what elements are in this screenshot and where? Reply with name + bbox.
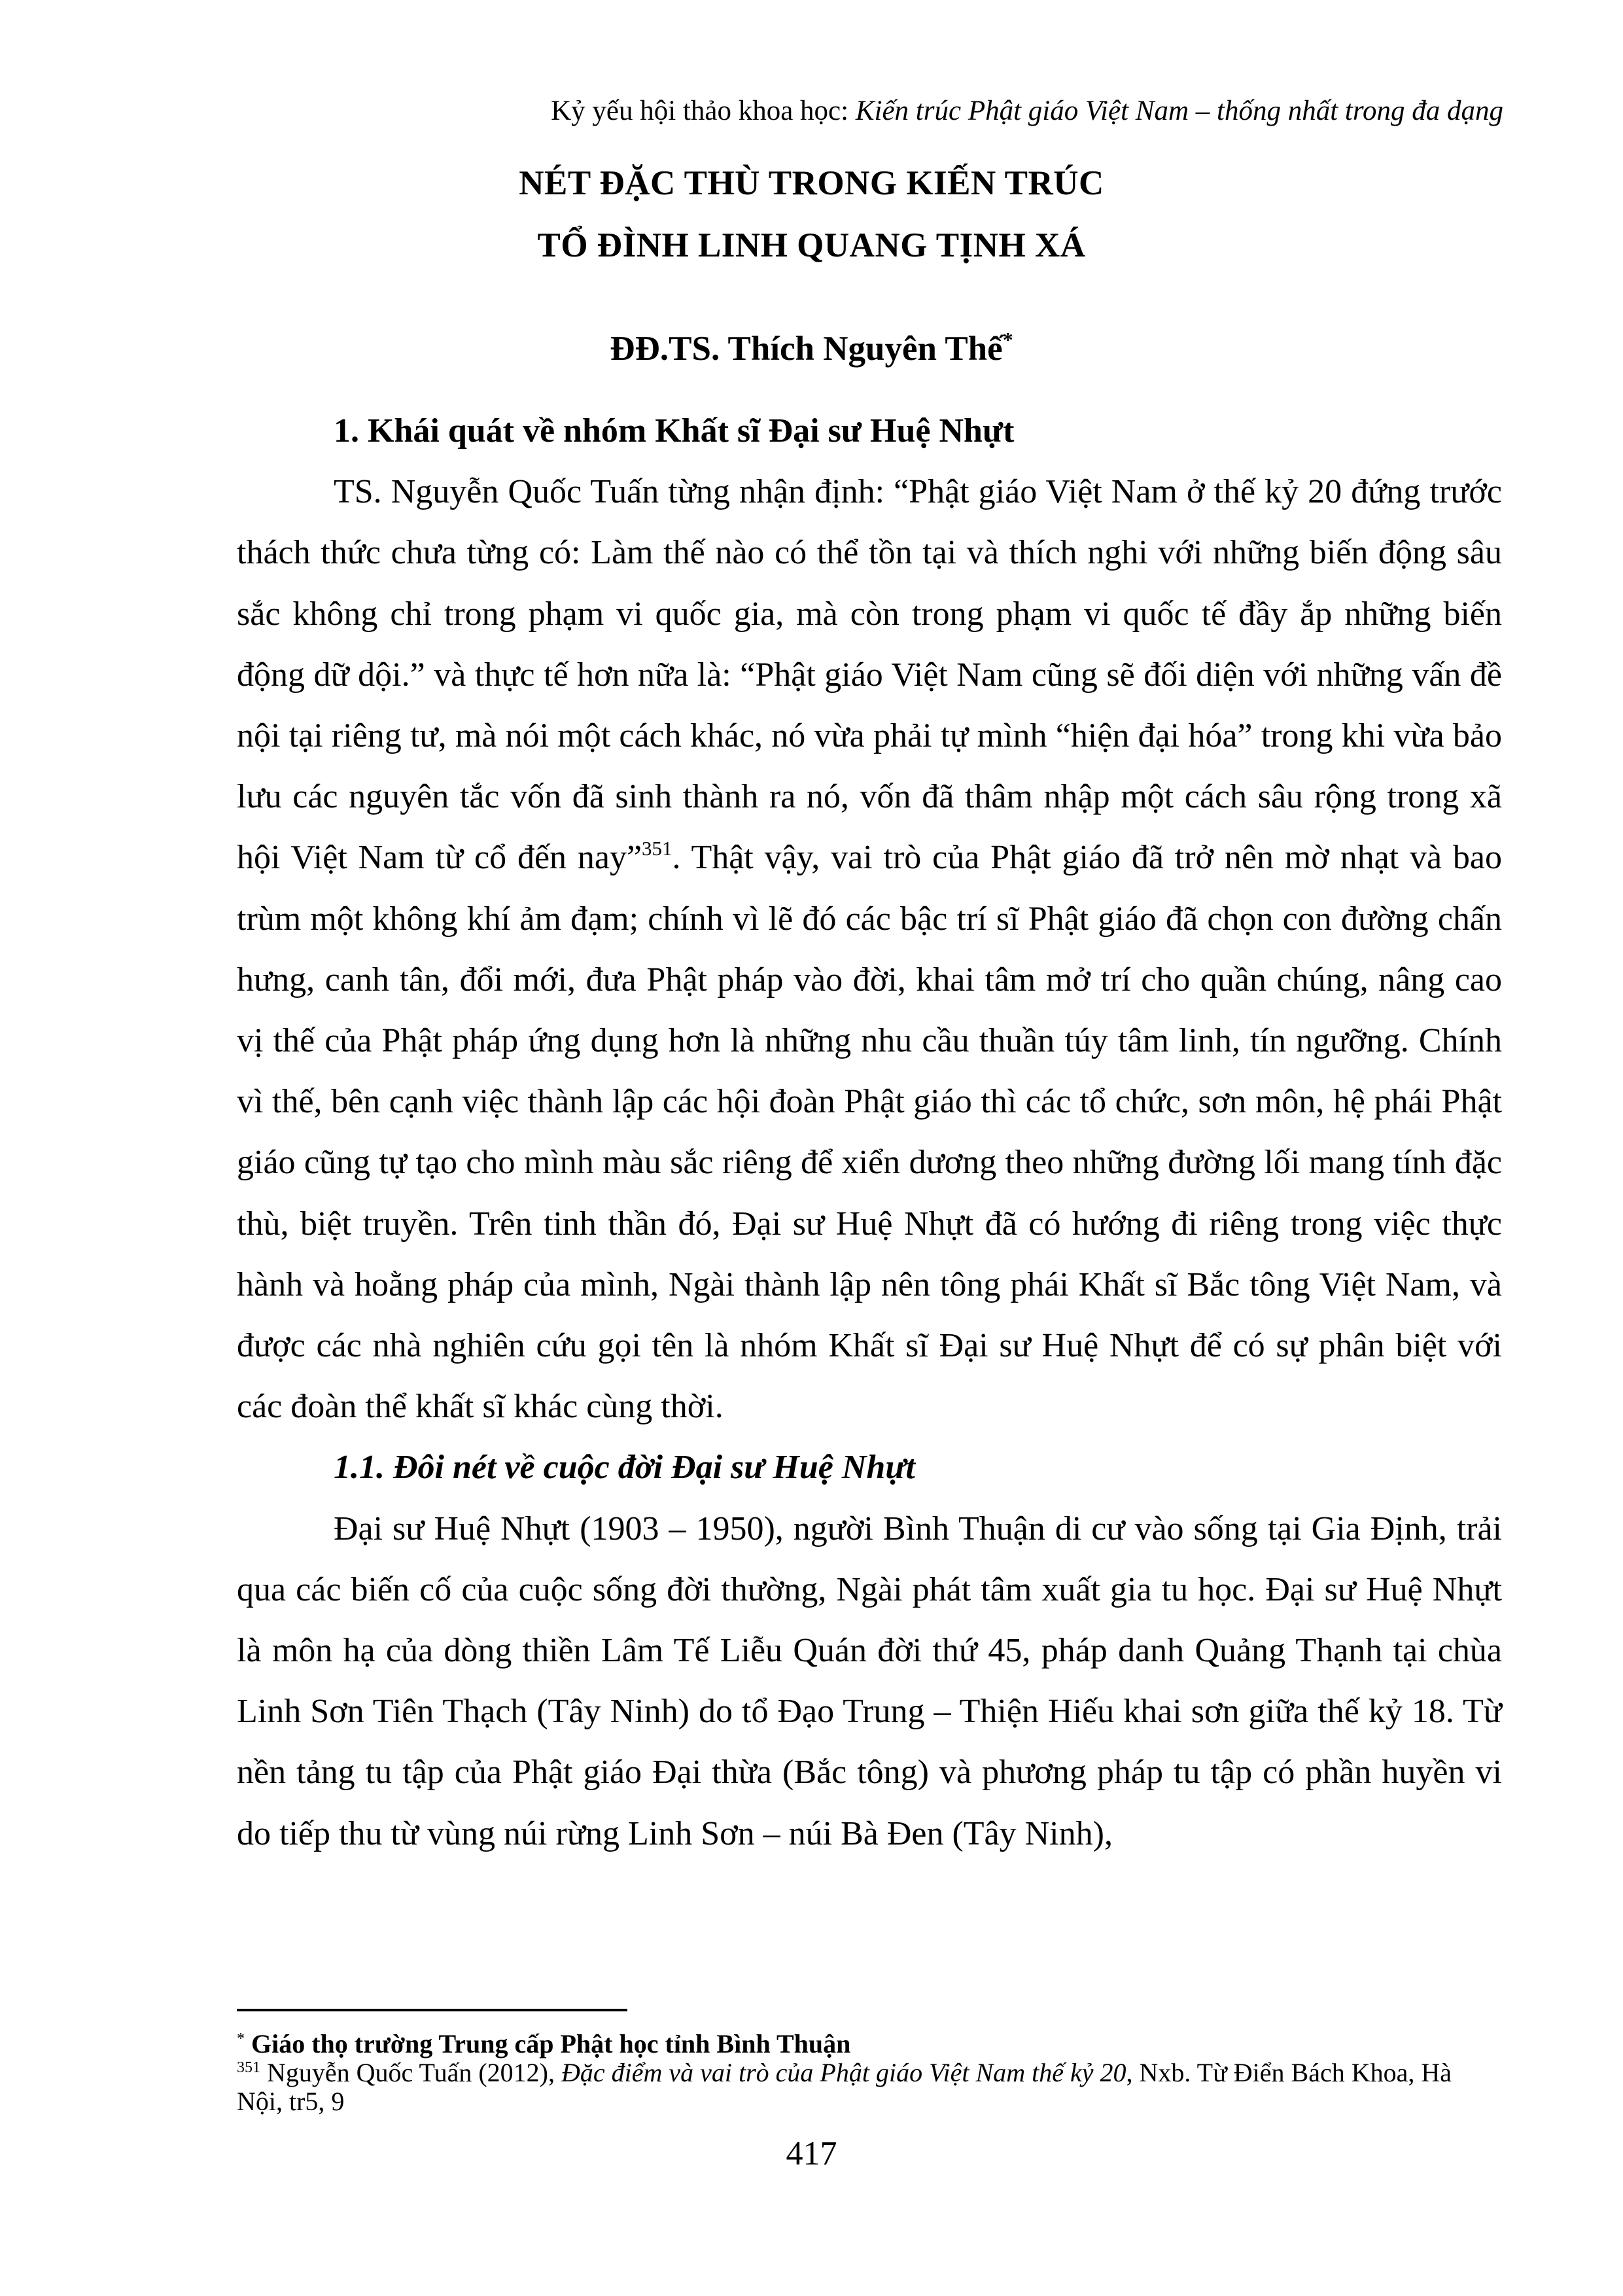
running-header-prefix: Kỷ yếu hội thảo khoa học: (551, 96, 856, 126)
article-title-line-2: TỔ ĐÌNH LINH QUANG TỊNH XÁ (537, 226, 1086, 264)
footnote-separator (237, 2009, 627, 2011)
running-header (551, 93, 1503, 130)
footnote-marker-star: * (237, 2030, 245, 2047)
footnote-author-text: Giáo thọ trường Trung cấp Phật học tỉnh Bình Thuận (245, 2029, 851, 2058)
paragraph-1-text-b: . Thật vậy, vai trò của Phật giáo đã trở nên mờ nhạt và bao trùm một không khí ảm đạm; chính vì lẽ đó các bậc trí sĩ Phật giáo đã chọn con đường chấn hưng, canh tân, đổi mới, đưa Phật pháp vào đời, khai tâm mở trí cho quần chúng, nâng cao vị thế của Phật pháp ứng dụng hơn là những nhu cầu thuần túy tâm linh, tín ngưỡng. Chính vì thế, bên cạnh việc thành lập các hội đoàn Phật giáo thì các tổ chức, sơn môn, hệ phái Phật giáo cũng tự tạo cho mình màu sắc riêng để xiển dương theo những đường lối mang tính đặc thù, biệt truyền. Trên tinh thần đó, Đại sư Huệ Nhựt đã có hướng đi riêng trong việc thực hành và hoằng pháp của mình, Ngài thành lập nên tông phái Khất sĩ Bắc tông Việt Nam, và được các nhà nghiên cứu gọi tên là nhóm Khất sĩ Đại sư Huệ Nhựt để có sự phân biệt với các đoàn thể khất sĩ khác cùng thời. (237, 839, 1502, 1426)
article-title-line-1: NÉT ĐẶC THÙ TRONG KIẾN TRÚC (519, 164, 1104, 202)
footnote-351 (237, 2058, 1502, 2116)
footnote-351-book-title: Đặc điểm và vai trò của Phật giáo Việt Nam thế kỷ 20 (561, 2058, 1126, 2087)
paragraph-1-text-a: TS. Nguyễn Quốc Tuấn từng nhận định: “Phật giáo Việt Nam ở thế kỷ 20 đứng trước thách thức chưa từng có: Làm thế nào có thể tồn tại và thích nghi với những biến động sâu sắc không chỉ trong phạm vi quốc gia, mà còn trong phạm vi quốc tế đầy ắp những biến động dữ dội.” và thực tế hơn nữa là: “Phật giáo Việt Nam cũng sẽ đối diện với những vấn đề nội tại riêng tư, mà nói một cách khác, nó vừa phải tự mình “hiện đại hóa” trong khi vừa bảo lưu các nguyên tắc vốn đã sinh thành ra nó, vốn đã thâm nhập một cách sâu rộng trong xã hội Việt Nam từ cổ đến nay” (237, 473, 1502, 877)
section-heading-1: 1. Khái quát về nhóm Khất sĩ Đại sư Huệ Nhựt (334, 412, 1015, 450)
page-number: 417 (786, 2135, 837, 2172)
paragraph-2: Đại sư Huệ Nhựt (1903 – 1950), người Bình Thuận di cư vào sống tại Gia Định, trải qua các biến cố của cuộc sống đời thường, Ngài phát tâm xuất gia tu học. Đại sư Huệ Nhựt là môn hạ của dòng thiền Lâm Tế Liễu Quán đời thứ 45, pháp danh Quảng Thạnh tại chùa Linh Sơn Tiên Thạch (Tây Ninh) do tổ Đạo Trung – Thiện Hiếu khai sơn giữa thế kỷ 18. Từ nền tảng tu tập của Phật giáo Đại thừa (Bắc tông) và phương pháp tu tập có phần huyền vi do tiếp thu từ vùng núi rừng Linh Sơn – núi Bà Đen (Tây Ninh), (237, 1510, 1502, 1852)
footnote-marker-351: 351 (237, 2059, 260, 2076)
running-header-conference-title: Kiến trúc Phật giáo Việt Nam – thống nhất trong đa dạng (855, 96, 1503, 126)
footnotes (237, 2030, 1502, 2116)
footnote-author (237, 2030, 1502, 2058)
footnote-reference-351[interactable]: 351 (642, 837, 672, 860)
footnote-351-text-a: Nguyễn Quốc Tuấn (2012), (260, 2058, 561, 2087)
article-body (237, 400, 1502, 1864)
author-footnote-marker[interactable]: * (1002, 328, 1013, 351)
paragraph-1 (237, 461, 1502, 1437)
footnote-351-text-b: , Nxb. Từ Điển Bách Khoa, Hà Nội, tr5, 9 (237, 2058, 1452, 2116)
author-line (0, 329, 1623, 368)
author-name: ĐĐ.TS. Thích Nguyên Thế (610, 330, 1003, 368)
section-heading-1-1: 1.1. Đôi nét về cuộc đời Đại sư Huệ Nhựt (334, 1449, 915, 1487)
